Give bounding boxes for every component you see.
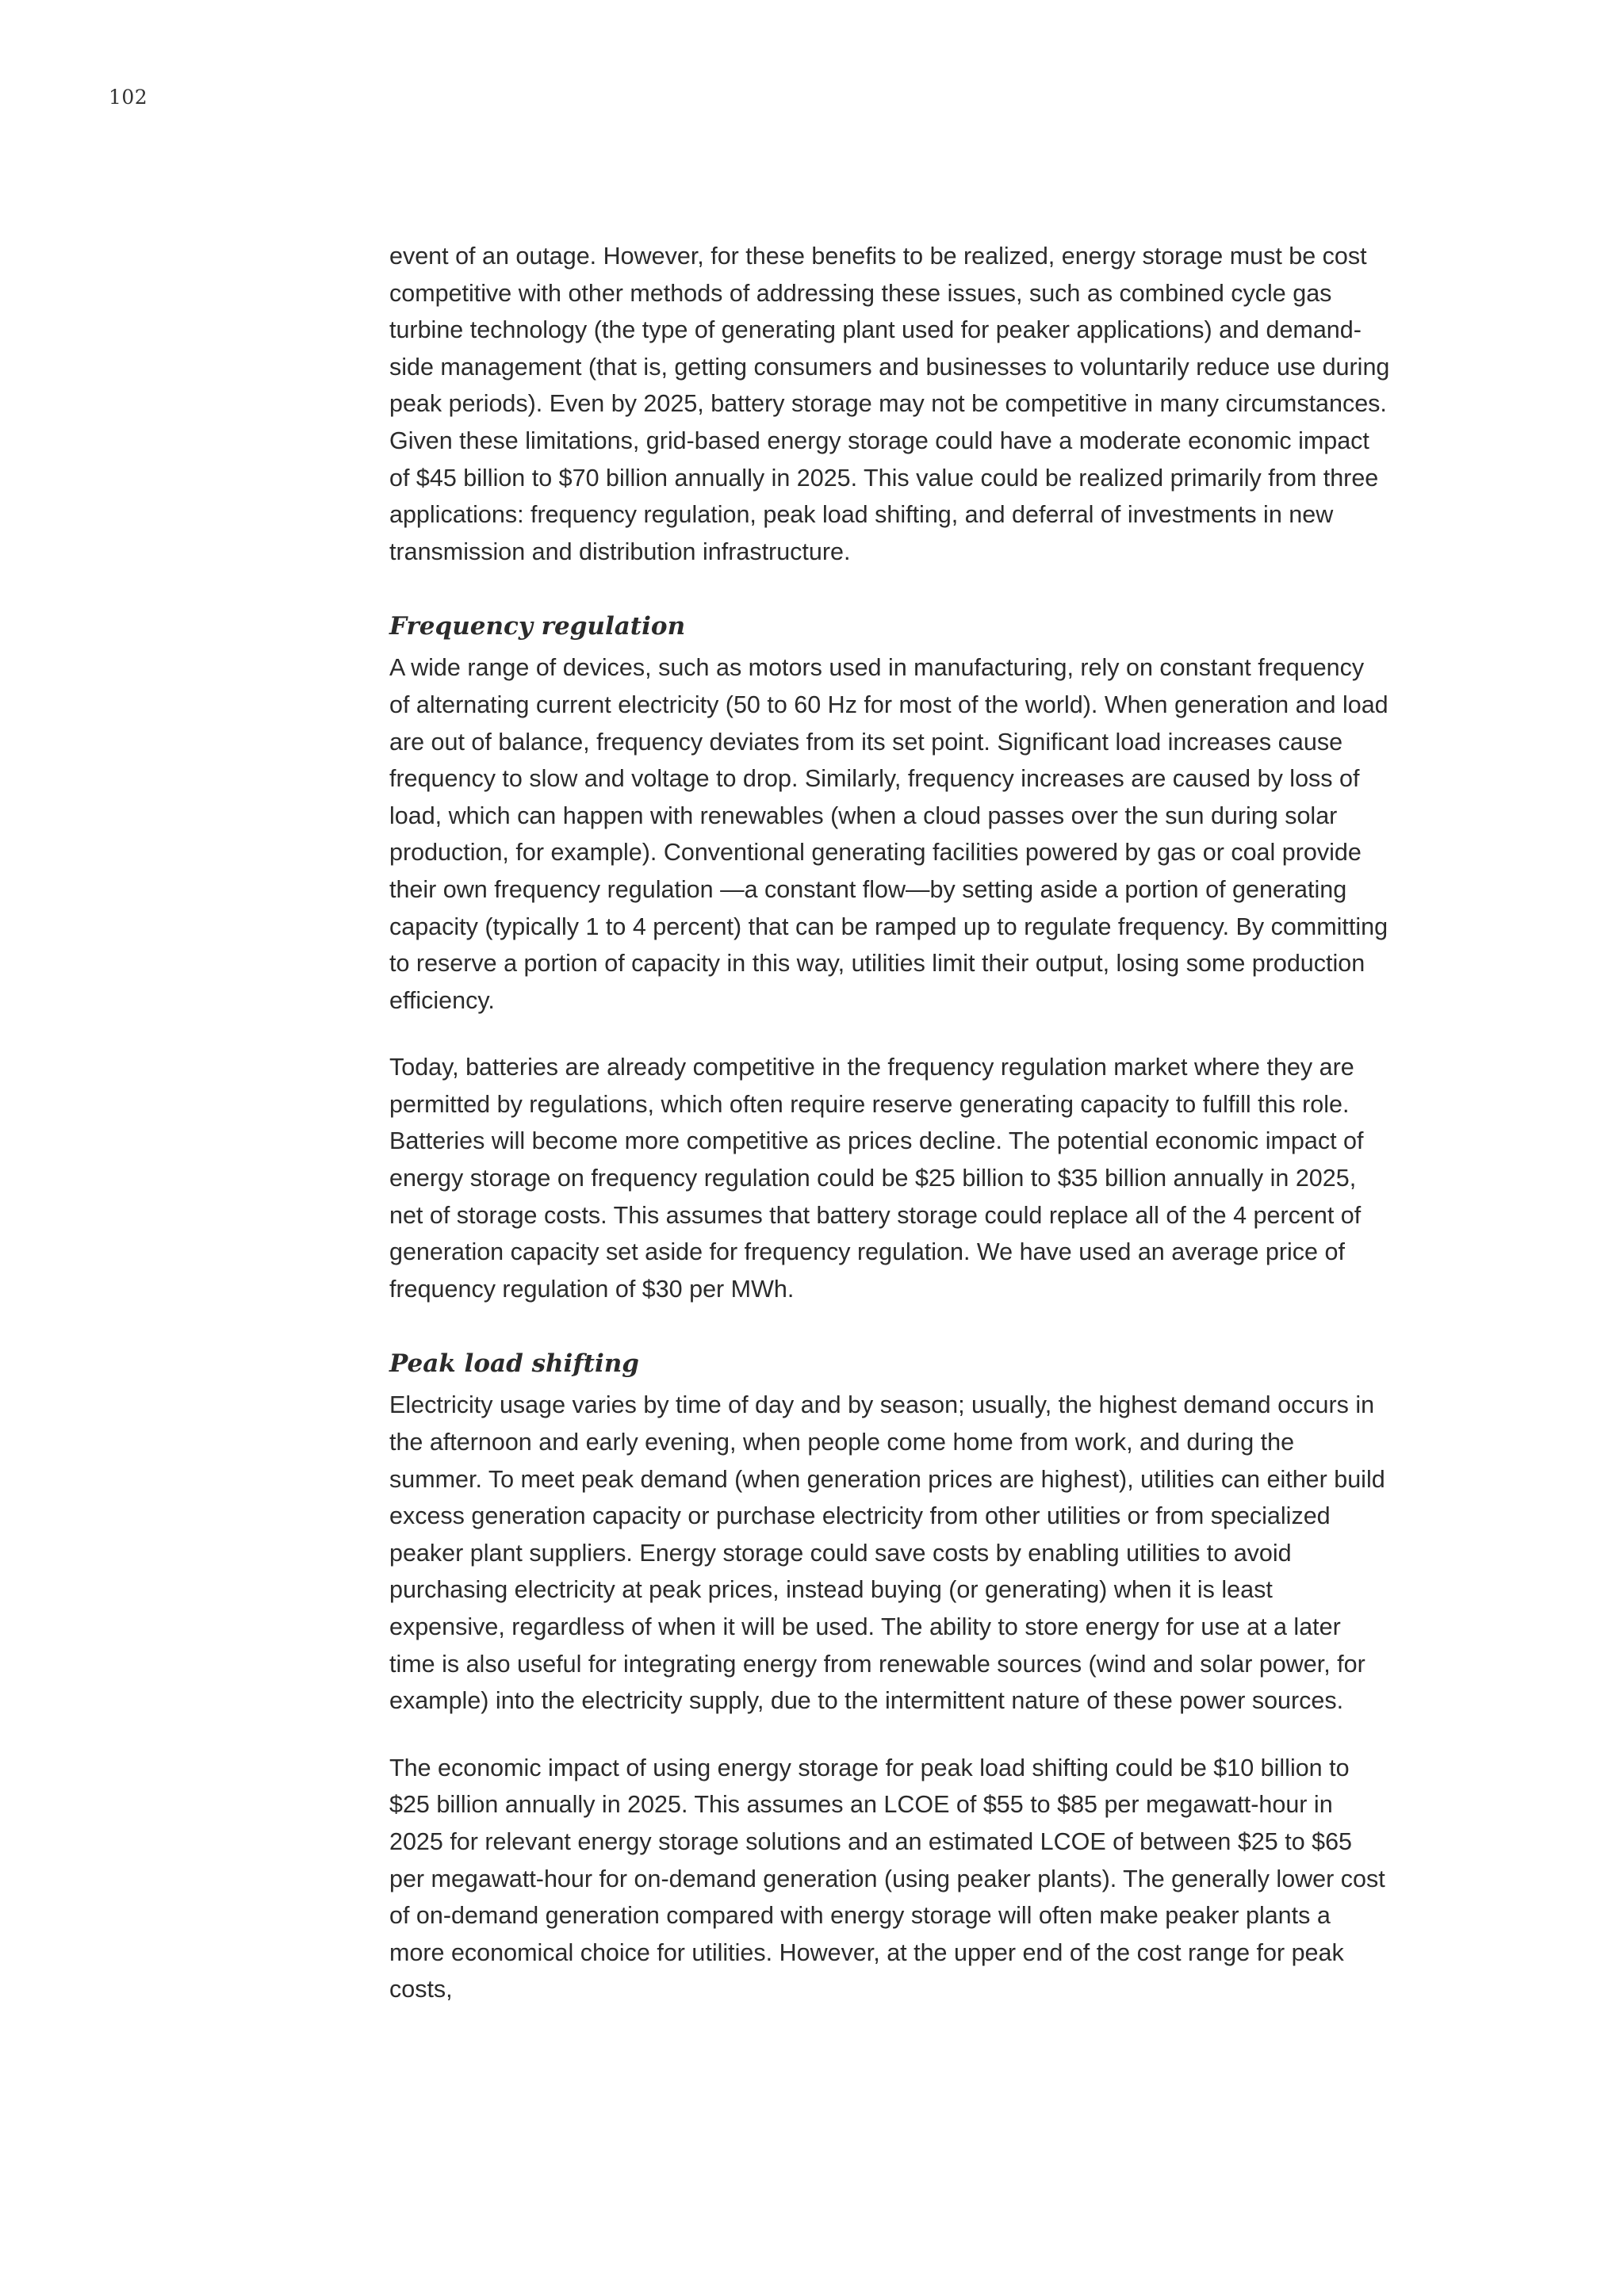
frequency-paragraph-1: A wide range of devices, such as motors used in manufacturing, rely on constant frequency of alternating current electricity (50 to 60 Hz for most of the world). When generation and load are out of balance, frequency deviates from its set point. Significant load increases cause frequency to slow and voltage to drop. Similarly, frequency increases are caused by loss of load, which can happen with renewables (when a cloud passes over the sun during solar production, for example). Conventional generating facilities powered by gas or coal provide their own frequency regulation —a constant flow—by setting aside a portion of generating capacity (typically 1 to 4 percent) that can be ramped up to regulate frequency. By committing to reserve a portion of capacity in this way, utilities limit their output, losing some production efficiency.	[389, 654, 1388, 1014]
frequency-regulation-heading: Frequency regulation	[389, 612, 686, 641]
peak-paragraph-2: The economic impact of using energy storage for peak load shifting could be $10 billion to $25 billion annually in 2025. This assumes an LCOE of $55 to $85 per megawatt-hour in 2025 for relevant energy storage solutions and an estimated LCOE of between $25 to $65 per megawatt-hour for on-demand generation (using peaker plants). The generally lower cost of on-demand generation compared with energy storage will often make peaker plants a more economical choice for utilities. However, at the upper end of the cost range for peak costs,	[389, 1754, 1385, 2003]
frequency-paragraph-2: Today, batteries are already competitive in the frequency regulation market where they are permitted by regulations, which often require reserve generating capacity to fulfill this role. Batteries will become more competitive as prices decline. The potential economic impact of energy storage on frequency regulation could be $25 billion to $35 billion annually in 2025, net of storage costs. This assumes that battery storage could replace all of the 4 percent of generation capacity set aside for frequency regulation. We have used an average price of frequency regulation of $30 per MWh.	[389, 1054, 1364, 1303]
main-content	[389, 238, 1390, 2008]
intro-paragraph: event of an outage. However, for these benefits to be realized, energy storage must be cost competitive with other methods of addressing these issues, such as combined cycle gas turbine technology (the type of generating plant used for peaker applications) and demand-side management (that is, getting consumers and businesses to voluntarily reduce use during peak periods). Even by 2025, battery storage may not be competitive in many circumstances. Given these limitations, grid-based energy storage could have a moderate economic impact of $45 billion to $70 billion annually in 2025. This value could be realized primarily from three applications: frequency regulation, peak load shifting, and deferral of investments in new transmission and distribution infrastructure.	[389, 243, 1390, 565]
peak-paragraph-1: Electricity usage varies by time of day and by season; usually, the highest demand occurs in the afternoon and early evening, when people come home from work, and during the summer. To meet peak demand (when generation prices are highest), utilities can either build excess generation capacity or purchase electricity from other utilities or from specialized peaker plant suppliers. Energy storage could save costs by enabling utilities to avoid purchasing electricity at peak prices, instead buying (or generating) when it is least expensive, regardless of when it will be used. The ability to store energy for use at a later time is also useful for integrating energy from renewable sources (wind and solar power, for example) into the electricity supply, due to the intermittent nature of these power sources.	[389, 1391, 1385, 1715]
peak-load-shifting-heading: Peak load shifting	[389, 1349, 639, 1379]
page-number: 102	[109, 86, 148, 109]
